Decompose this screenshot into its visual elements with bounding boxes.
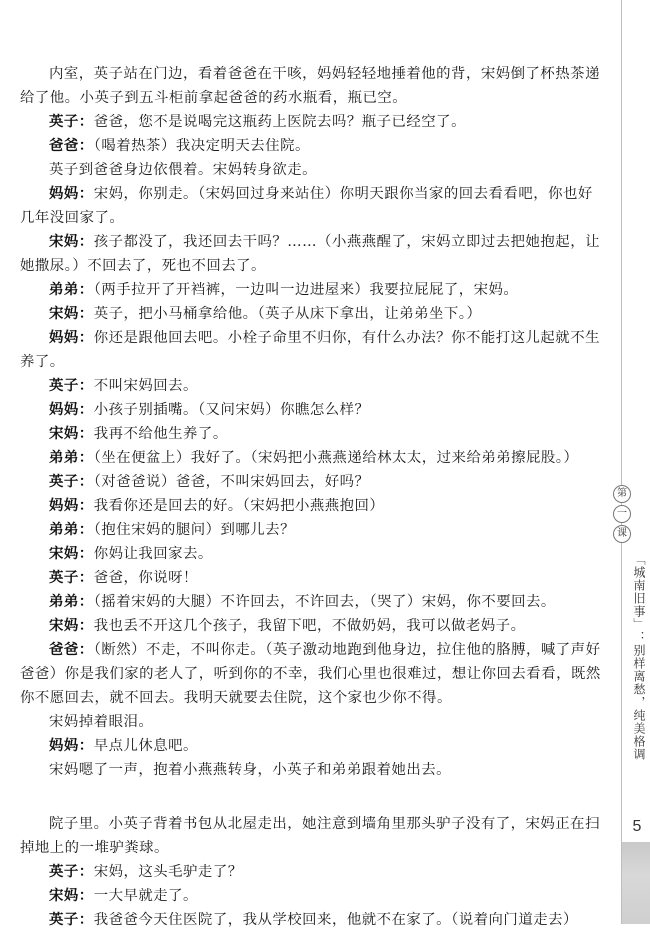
- line-text: （摇着宋妈的大腿）不许回去，不许回去，（哭了）宋妈，你不要回去。: [93, 594, 556, 610]
- line-text: （两手拉开了开裆裤，一边叫一边进屋来）我要拉屁屁了，宋妈。: [93, 282, 519, 298]
- dialogue-line: [20, 860, 610, 884]
- speaker-name: 爸爸：: [49, 138, 94, 154]
- line-text: （坐在便盆上）我好了。（宋妈把小燕燕递给林太太，过来给弟弟擦屁股。）: [93, 450, 579, 466]
- speaker-name: 英子：: [49, 912, 94, 928]
- dialogue-line: [20, 590, 610, 614]
- speaker-name: 宋妈：: [49, 234, 94, 250]
- dialogue-line: [20, 326, 610, 350]
- continuation-line: [20, 254, 610, 278]
- speaker-name: 妈妈：: [49, 330, 94, 346]
- continuation-line: [20, 686, 610, 710]
- line-text: 宋妈，这头毛驴走了？: [93, 864, 243, 880]
- line-text: 不叫宋妈回去。: [93, 378, 198, 394]
- speaker-name: 妈妈：: [49, 186, 94, 202]
- speaker-name: 弟弟：: [49, 594, 94, 610]
- stage-direction: [20, 62, 610, 86]
- line-text: 爸爸，您不是说喝完这瓶药上医院去吗？瓶子已经空了。: [93, 114, 466, 130]
- dialogue-line: [20, 182, 610, 206]
- line-text: 一大早就走了。: [93, 888, 198, 904]
- speaker-name: 弟弟：: [49, 522, 94, 538]
- dialogue-line: [20, 734, 610, 758]
- line-text: 小孩子别插嘴。（又问宋妈）你瞧怎么样？: [93, 402, 370, 418]
- speaker-name: 宋妈：: [49, 618, 94, 634]
- line-text: 我再不给他生养了。: [93, 426, 228, 442]
- dialogue-line: [20, 446, 610, 470]
- lesson-badge-char: 一: [613, 505, 631, 523]
- stage-direction: [20, 710, 610, 734]
- lesson-badge-char: 课: [613, 525, 631, 543]
- line-text: 英子，把小马桶拿给他。（英子从床下拿出，让弟弟坐下。）: [93, 306, 482, 322]
- line-text: 给了他。小英子到五斗柜前拿起爸爸的药水瓶看，瓶已空。: [20, 90, 408, 106]
- line-text: （喝着热茶）我决定明天去住院。: [93, 138, 310, 154]
- dialogue-line: [20, 614, 610, 638]
- scene-break: [20, 782, 610, 812]
- speaker-name: 宋妈：: [49, 306, 94, 322]
- line-text: 爸爸，你说呀！: [93, 570, 198, 586]
- line-text: 英子到爸爸身边依偎着。宋妈转身欲走。: [49, 162, 318, 178]
- dialogue-line: [20, 566, 610, 590]
- line-text: 宋妈嗯了一声，抱着小燕燕转身，小英子和弟弟跟着她出去。: [49, 762, 452, 778]
- line-text: 她撒尿。）不回去了，死也不回去了。: [20, 258, 266, 274]
- speaker-name: 妈妈：: [49, 402, 94, 418]
- speaker-name: 爸爸：: [49, 642, 94, 658]
- stage-direction: [20, 836, 610, 860]
- dialogue-line: [20, 398, 610, 422]
- line-text: （抱住宋妈的腿问）到哪儿去？: [93, 522, 295, 538]
- line-text: 宋妈掉着眼泪。: [49, 714, 154, 730]
- dialogue-line: [20, 470, 610, 494]
- line-text: 我爸爸今天住医院了，我从学校回来，他就不在家了。（说着向门道走去）: [93, 912, 578, 928]
- line-text: 爸爸）你是我们家的老人了，听到你的不幸，我们心里也很难过，想让你回去看看，既然: [20, 666, 601, 682]
- dialogue-line: [20, 302, 610, 326]
- speaker-name: 宋妈：: [49, 888, 94, 904]
- page-edge-tab: [622, 842, 650, 924]
- line-text: 我看你还是回去的好。（宋妈把小燕燕抱回）: [93, 498, 385, 514]
- speaker-name: 宋妈：: [49, 546, 94, 562]
- line-text: 孩子都没了，我还回去干吗？……（小燕燕醒了，宋妈立即过去把她抱起，让: [93, 234, 600, 250]
- speaker-name: 弟弟：: [49, 282, 94, 298]
- dialogue-line: [20, 230, 610, 254]
- stage-direction: [20, 812, 610, 836]
- speaker-name: 妈妈：: [49, 738, 94, 754]
- speaker-name: 英子：: [49, 570, 94, 586]
- continuation-line: [20, 206, 610, 230]
- speaker-name: 宋妈：: [49, 426, 94, 442]
- speaker-name: 英子：: [49, 864, 94, 880]
- line-text: 你还是跟他回去吧。小栓子命里不归你，有什么办法？你不能打这儿起就不生: [93, 330, 600, 346]
- dialogue-line: [20, 884, 610, 908]
- line-text: （对爸爸说）爸爸，不叫宋妈回去，好吗？: [93, 474, 370, 490]
- dialogue-line: [20, 638, 610, 662]
- stage-direction: [20, 86, 610, 110]
- dialogue-line: [20, 542, 610, 566]
- speaker-name: 英子：: [49, 114, 94, 130]
- line-text: 院子里。小英子背着书包从北屋走出，她注意到墙角里那头驴子没有了，宋妈正在扫: [49, 816, 600, 832]
- page-number: 5: [632, 818, 642, 835]
- line-text: 你不愿回去，就不回去。我明天就要去住院，这个家也少你不得。: [20, 690, 452, 706]
- stage-direction: [20, 158, 610, 182]
- speaker-name: 妈妈：: [49, 498, 94, 514]
- speaker-name: 弟弟：: [49, 450, 94, 466]
- continuation-line: [20, 662, 610, 686]
- dialogue-line: [20, 908, 610, 932]
- line-text: 我也丢不开这几个孩子，我留下吧，不做奶妈，我可以做老妈子。: [93, 618, 526, 634]
- dialogue-line: [20, 518, 610, 542]
- dialogue-line: [20, 422, 610, 446]
- line-text: 养了。: [20, 354, 65, 370]
- speaker-name: 英子：: [49, 378, 94, 394]
- line-text: 几年没回家了。: [20, 210, 125, 226]
- line-text: 你妈让我回家去。: [93, 546, 213, 562]
- line-text: 内室，英子站在门边，看着爸爸在干咳，妈妈轻轻地捶着他的背，宋妈倒了杯热茶递: [49, 66, 600, 82]
- dialogue-line: [20, 374, 610, 398]
- dialogue-line: [20, 494, 610, 518]
- side-running-title: 「城南旧事」：别样离愁，纯美格调: [632, 553, 646, 761]
- stage-direction: [20, 758, 610, 782]
- margin-rule: [621, 0, 622, 924]
- speaker-name: 英子：: [49, 474, 94, 490]
- dialogue-line: [20, 110, 610, 134]
- continuation-line: [20, 350, 610, 374]
- line-text: 宋妈，你别走。（宋妈回过身来站住）你明天跟你当家的回去看看吧，你也好: [93, 186, 593, 202]
- script-body: [20, 62, 610, 932]
- line-text: 早点儿休息吧。: [93, 738, 198, 754]
- line-text: （断然）不走，不叫你走。（英子激动地跑到他身边，拉住他的胳膊，喊了声好: [93, 642, 601, 658]
- lesson-badge-char: 第: [613, 485, 631, 503]
- lesson-badge: [613, 485, 631, 543]
- dialogue-line: [20, 278, 610, 302]
- line-text: 掉地上的一堆驴粪球。: [20, 840, 169, 856]
- dialogue-line: [20, 134, 610, 158]
